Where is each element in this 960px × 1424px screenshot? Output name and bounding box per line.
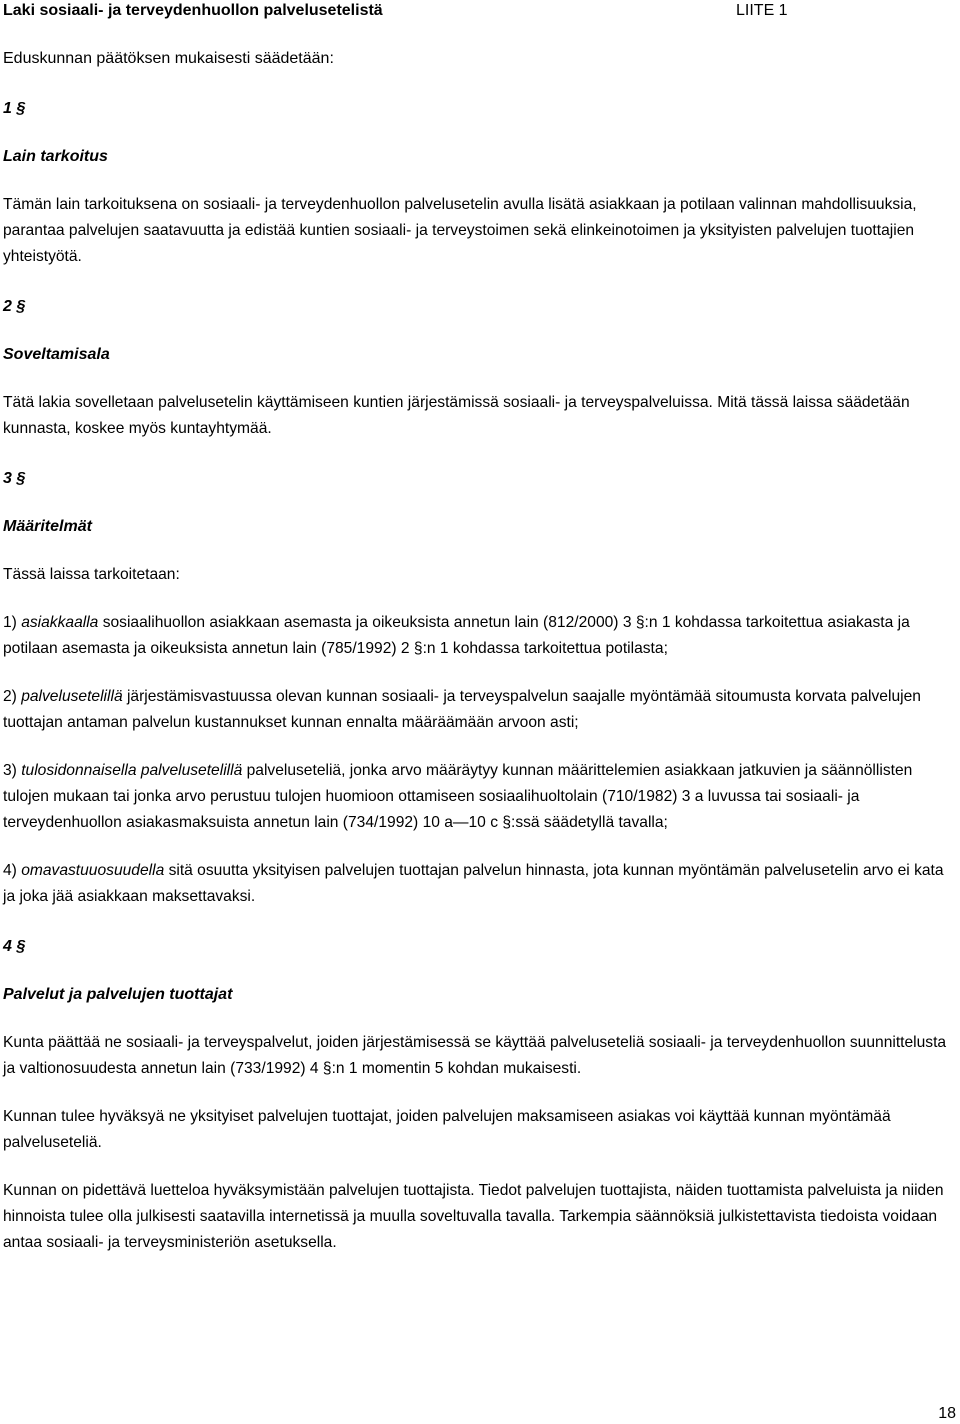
document-title: Laki sosiaali- ja terveydenhuollon palvelusetelistä xyxy=(3,2,383,19)
section-1-paragraph-1: Tämän lain tarkoituksena on sosiaali- ja terveydenhuollon palvelusetelin avulla lisätä asiakkaan ja potilaan valinnan mahdollisuuksia, parantaa palvelujen saatavuutta ja edistää kuntien sosiaali- ja terveystoimen sekä elinkeinotoimen ja yksityisten palvelujen tuottajien yhteistyötä. xyxy=(3,196,917,265)
section-number-2: 2 § xyxy=(3,298,26,315)
document-page xyxy=(3,0,955,1256)
section-number-3: 3 § xyxy=(3,470,26,487)
definition-3 xyxy=(3,758,955,836)
definition-2-prefix: 2) xyxy=(3,688,22,705)
page-header xyxy=(3,0,955,24)
definition-1-prefix: 1) xyxy=(3,614,22,631)
section-title-2: Soveltamisala xyxy=(3,346,110,363)
section-2-paragraph-1: Tätä lakia sovelletaan palvelusetelin käyttämiseen kuntien järjestämissä sosiaali- ja terveyspalveluissa. Mitä tässä laissa säädetään kunnasta, koskee myös kuntayhtymää. xyxy=(3,394,910,437)
definition-4-prefix: 4) xyxy=(3,862,22,879)
definition-3-prefix: 3) xyxy=(3,762,22,779)
definition-2-term: palvelusetelillä xyxy=(21,688,123,705)
section-4-paragraph-1: Kunta päättää ne sosiaali- ja terveyspalvelut, joiden järjestämisessä se käyttää palveluseteliä sosiaali- ja terveydenhuollon suunnittelusta ja valtionosuudesta annetun lain (733/1992) 4 §:n 1 momentin 5 kohdan mukaisesti. xyxy=(3,1034,947,1077)
definition-3-term: tulosidonnaisella palvelusetelillä xyxy=(21,762,243,779)
definition-2-text: järjestämisvastuussa olevan kunnan sosiaali- ja terveyspalvelun saajalle myöntämää sitoumusta korvata palvelujen tuottajan antaman palvelun kustannukset kunnan ennalta määräämään arvoon asti; xyxy=(3,688,921,731)
appendix-label: LIITE 1 xyxy=(736,2,788,19)
definition-1-term: asiakkaalla xyxy=(21,614,99,631)
section-4-paragraph-2: Kunnan tulee hyväksyä ne yksityiset palvelujen tuottajat, joiden palvelujen maksamiseen asiakas voi käyttää kunnan myöntämää palveluseteliä. xyxy=(3,1108,891,1151)
definition-4 xyxy=(3,858,955,910)
definition-2 xyxy=(3,684,955,736)
definition-3-text: palveluseteliä, jonka arvo määräytyy kunnan määrittelemien asiakkaan jatkuvien ja säännöllisten tulojen mukaan tai jonka arvo perustuu tulojen huomioon ottamiseen sosiaalihuoltolain (710/1982) 3 a luvussa tai sosiaali- ja terveydenhuollon asiakasmaksuista annetun lain (734/1992) 10 a—10 c §:ssä säädetyllä tavalla; xyxy=(3,762,913,831)
page-number: 18 xyxy=(938,1405,956,1422)
section-number-1: 1 § xyxy=(3,100,26,117)
section-title-4: Palvelut ja palvelujen tuottajat xyxy=(3,986,233,1003)
section-3-lead: Tässä laissa tarkoitetaan: xyxy=(3,566,180,583)
section-title-3: Määritelmät xyxy=(3,518,92,535)
definition-1-text: sosiaalihuollon asiakkaan asemasta ja oikeuksista annetun lain (812/2000) 3 §:n 1 kohdassa tarkoitettua asiakasta ja potilaan asemasta ja oikeuksista annetun lain (785/1992) 2 §:n 1 kohdassa tarkoitettua potilasta; xyxy=(3,614,910,657)
section-number-4: 4 § xyxy=(3,938,26,955)
section-4-paragraph-3: Kunnan on pidettävä luetteloa hyväksymistään palvelujen tuottajista. Tiedot palvelujen tuottajista, näiden tuottamista palveluista ja niiden hinnoista tulee olla julkisesti saatavilla internetissä ja muulla soveltuvalla tavalla. Tarkempia säännöksiä julkistettavista tiedoista voidaan antaa sosiaali- ja terveysministeriön asetuksella. xyxy=(3,1182,944,1251)
definition-4-term: omavastuuosuudella xyxy=(21,862,165,879)
enactment-clause: Eduskunnan päätöksen mukaisesti säädetään: xyxy=(3,50,334,67)
definition-1 xyxy=(3,610,955,662)
section-title-1: Lain tarkoitus xyxy=(3,148,108,165)
definition-4-text: sitä osuutta yksityisen palvelujen tuottajan palvelun hinnasta, jota kunnan myöntämän palvelusetelin arvo ei kata ja joka jää asiakkaan maksettavaksi. xyxy=(3,862,944,905)
